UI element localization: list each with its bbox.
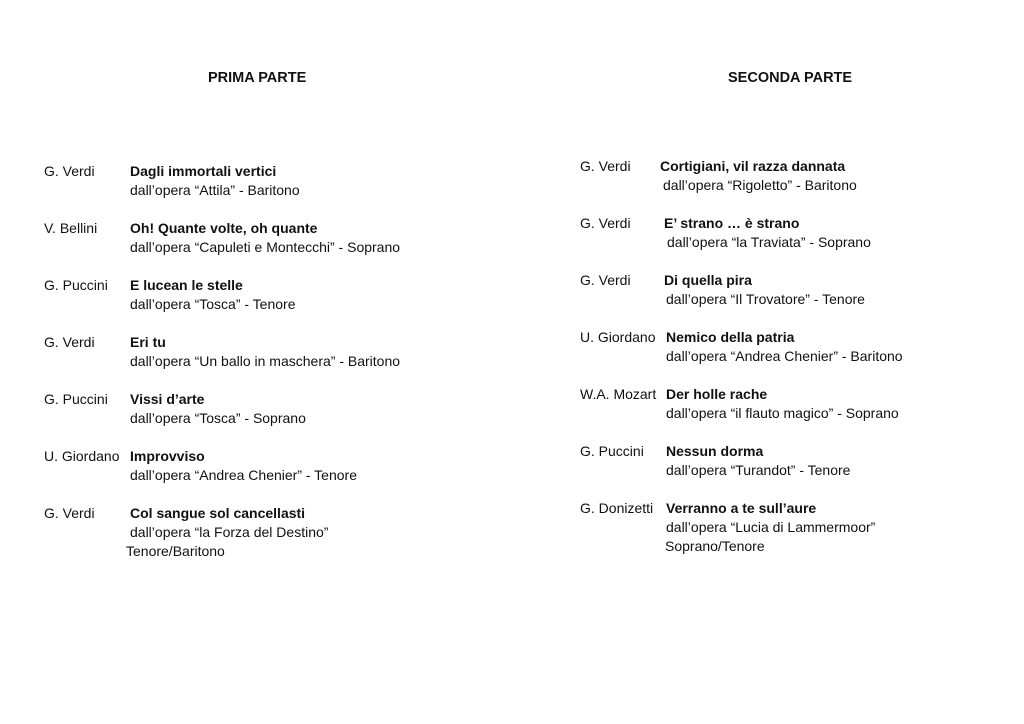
opera-line: dall’opera “Un ballo in maschera” - Baritono <box>130 353 401 369</box>
aria-title: Di quella pira <box>664 272 752 288</box>
composer-name: G. Puccini <box>580 443 644 459</box>
opera-line: dall’opera “Andrea Chenier” - Baritono <box>666 348 903 364</box>
aria-title: Der holle rache <box>666 386 768 402</box>
program-item <box>580 329 1000 369</box>
composer-name: G. Puccini <box>44 391 108 407</box>
aria-title: Improvviso <box>130 448 205 464</box>
composer-name: G. Donizetti <box>580 500 654 516</box>
program-item <box>580 386 1000 426</box>
heading-prima-parte: PRIMA PARTE <box>208 70 307 86</box>
opera-line: dall’opera “la Forza del Destino” <box>130 524 329 540</box>
program-item <box>580 215 1000 255</box>
program-item <box>44 163 464 203</box>
opera-line: dall’opera “Lucia di Lammermoor” <box>666 519 876 535</box>
composer-name: W.A. Mozart <box>580 386 657 402</box>
program-item <box>44 391 464 431</box>
opera-line: dall’opera “Turandot” - Tenore <box>666 462 851 478</box>
composer-name: G. Verdi <box>580 272 631 288</box>
program-item <box>580 500 1000 560</box>
composer-name: U. Giordano <box>580 329 656 345</box>
program-item <box>580 272 1000 312</box>
opera-line: dall’opera “Tosca” - Soprano <box>130 410 306 426</box>
program-item <box>44 448 464 488</box>
composer-name: U. Giordano <box>44 448 120 464</box>
composer-name: G. Verdi <box>44 163 95 179</box>
aria-title: Nemico della patria <box>666 329 795 345</box>
voice-line: Soprano/Tenore <box>665 538 765 554</box>
program-item <box>580 443 1000 483</box>
voice-line: Tenore/Baritono <box>126 543 225 559</box>
composer-name: G. Verdi <box>44 334 95 350</box>
opera-line: dall’opera “la Traviata” - Soprano <box>667 234 871 250</box>
opera-line: dall’opera “Il Trovatore” - Tenore <box>666 291 865 307</box>
composer-name: G. Verdi <box>44 505 95 521</box>
program-item <box>44 277 464 317</box>
opera-line: dall’opera “Tosca” - Tenore <box>130 296 296 312</box>
aria-title: E’ strano … è strano <box>664 215 800 231</box>
aria-title: Verranno a te sull’aure <box>666 500 817 516</box>
program-item <box>44 220 464 260</box>
aria-title: Dagli immortali vertici <box>130 163 277 179</box>
opera-line: dall’opera “Attila” - Baritono <box>130 182 300 198</box>
program-item <box>580 158 1000 198</box>
aria-title: E lucean le stelle <box>130 277 243 293</box>
aria-title: Oh! Quante volte, oh quante <box>130 220 318 236</box>
program-item <box>44 505 464 565</box>
program-item <box>44 334 464 374</box>
composer-name: G. Puccini <box>44 277 108 293</box>
aria-title: Eri tu <box>130 334 166 350</box>
opera-line: dall’opera “il flauto magico” - Soprano <box>666 405 899 421</box>
composer-name: V. Bellini <box>44 220 98 236</box>
aria-title: Cortigiani, vil razza dannata <box>660 158 846 174</box>
heading-seconda-parte: SECONDA PARTE <box>728 70 853 86</box>
aria-title: Vissi d’arte <box>130 391 205 407</box>
opera-line: dall’opera “Andrea Chenier” - Tenore <box>130 467 357 483</box>
composer-name: G. Verdi <box>580 158 631 174</box>
composer-name: G. Verdi <box>580 215 631 231</box>
opera-line: dall’opera “Capuleti e Montecchi” - Soprano <box>130 239 401 255</box>
aria-title: Col sangue sol cancellasti <box>130 505 306 521</box>
opera-line: dall’opera “Rigoletto” - Baritono <box>663 177 857 193</box>
aria-title: Nessun dorma <box>666 443 764 459</box>
